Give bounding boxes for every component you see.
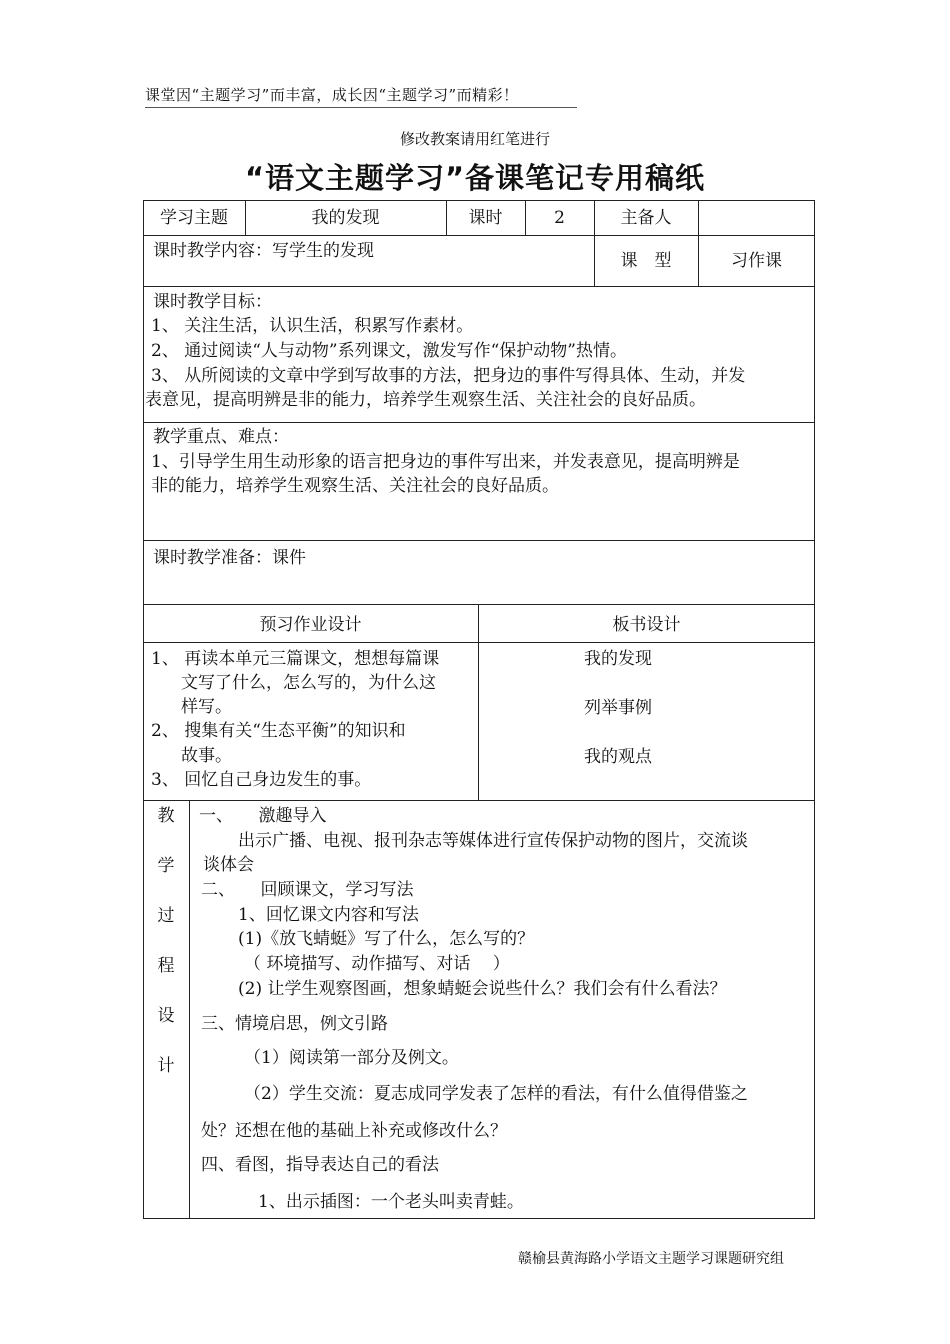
process-label-char: 设	[157, 1006, 175, 1026]
topic-label: 学习主题	[160, 208, 228, 228]
preview-line: 3、 回忆自己身边发生的事。	[151, 770, 372, 790]
process-line: （ 环境描写、动作描写、对话 ）	[244, 954, 510, 974]
process-line: (1)《放飞蜻蜓》写了什么，怎么写的？	[238, 929, 535, 949]
process-line: 二、 回顾课文，学习写法	[201, 880, 414, 900]
process-line: (2) 让学生观察图画，想象蜻蜓会说些什么？我们会有什么看法？	[238, 979, 727, 999]
keypoint-line: 1、引导学生用生动形象的语言把身边的事件写出来，并发表意见，提高明辨是	[151, 452, 740, 472]
process-label-char: 程	[157, 956, 175, 976]
process-line: 1、回忆课文内容和写法	[238, 905, 419, 925]
keypoint-line: 非的能力，培养学生观察生活、关注社会的良好品质。	[151, 476, 559, 496]
row-divider	[143, 235, 815, 236]
preview-line: 故事。	[181, 746, 232, 766]
process-label-char: 计	[157, 1056, 175, 1076]
row-divider	[143, 422, 815, 423]
preview-line: 文写了什么，怎么写的，为什么这	[181, 673, 436, 693]
row-divider	[143, 604, 815, 605]
col-divider	[698, 200, 699, 286]
process-line: 出示广播、电视、报刊杂志等媒体进行宣传保护动物的图片，交流谈	[238, 831, 748, 851]
preview-line: 2、 搜集有关“生态平衡”的知识和	[151, 721, 406, 741]
board-heading: 板书设计	[612, 615, 681, 635]
process-line: 谈体会	[203, 855, 254, 875]
goal-line: 表意见，提高明辨是非的能力，培养学生观察生活、关注社会的良好品质。	[145, 390, 706, 410]
goal-line: 1、 关注生活，认识生活，积累写作素材。	[151, 316, 474, 336]
footer-org: 赣榆县黄海路小学语文主题学习课题研究组	[518, 1251, 784, 1267]
process-label-char: 教	[157, 806, 175, 826]
process-line: 1、出示插图：一个老头叫卖青蛙。	[258, 1192, 524, 1212]
row-divider	[143, 800, 815, 801]
page-title: “语文主题学习”备课笔记专用稿纸	[244, 161, 706, 195]
process-line: 三、情境启思，例文引路	[201, 1014, 388, 1034]
lesson-preparation: 课时教学准备：课件	[153, 548, 306, 568]
process-line: 一、 激趣导入	[199, 806, 327, 826]
topic-value: 我的发现	[311, 208, 380, 228]
preview-line: 1、 再读本单元三篇课文，想想每篇课	[151, 649, 440, 669]
board-line: 我的发现	[584, 649, 652, 669]
lesson-value: 2	[554, 208, 565, 228]
row-divider	[143, 642, 815, 643]
preview-heading: 预习作业设计	[259, 615, 362, 635]
edit-note: 修改教案请用红笔进行	[399, 130, 550, 148]
process-line: （1）阅读第一部分及例文。	[244, 1048, 459, 1068]
goal-line: 2、 通过阅读“人与动物”系列课文，激发写作“保护动物”热情。	[151, 341, 627, 361]
process-label-char: 过	[157, 906, 175, 926]
row-divider	[143, 540, 815, 541]
process-line: （2）学生交流：夏志成同学发表了怎样的看法，有什么值得借鉴之	[244, 1084, 748, 1104]
keypoints-heading: 教学重点、难点：	[153, 427, 289, 447]
lesson-content: 课时教学内容：写学生的发现	[153, 241, 374, 261]
preview-line: 样写。	[181, 697, 232, 717]
header-motto: 课堂因“主题学习”而丰富，成长因“主题学习”而精彩！	[145, 84, 577, 108]
row-divider	[143, 286, 815, 287]
goals-heading: 课时教学目标：	[153, 292, 272, 312]
lesson-label: 课时	[468, 208, 503, 228]
process-label-char: 学	[157, 856, 175, 876]
type-label: 课 型	[620, 251, 672, 271]
board-line: 我的观点	[584, 747, 652, 767]
col-divider	[189, 800, 190, 1219]
type-value: 习作课	[731, 251, 782, 271]
lead-label: 主备人	[620, 208, 672, 228]
board-line: 列举事例	[584, 698, 652, 718]
goal-line: 3、 从所阅读的文章中学到写故事的方法，把身边的事件写得具体、生动，并发	[151, 366, 746, 386]
process-line: 四、看图，指导表达自己的看法	[201, 1155, 439, 1175]
process-line: 处？还想在他的基础上补充或修改什么？	[201, 1121, 507, 1141]
